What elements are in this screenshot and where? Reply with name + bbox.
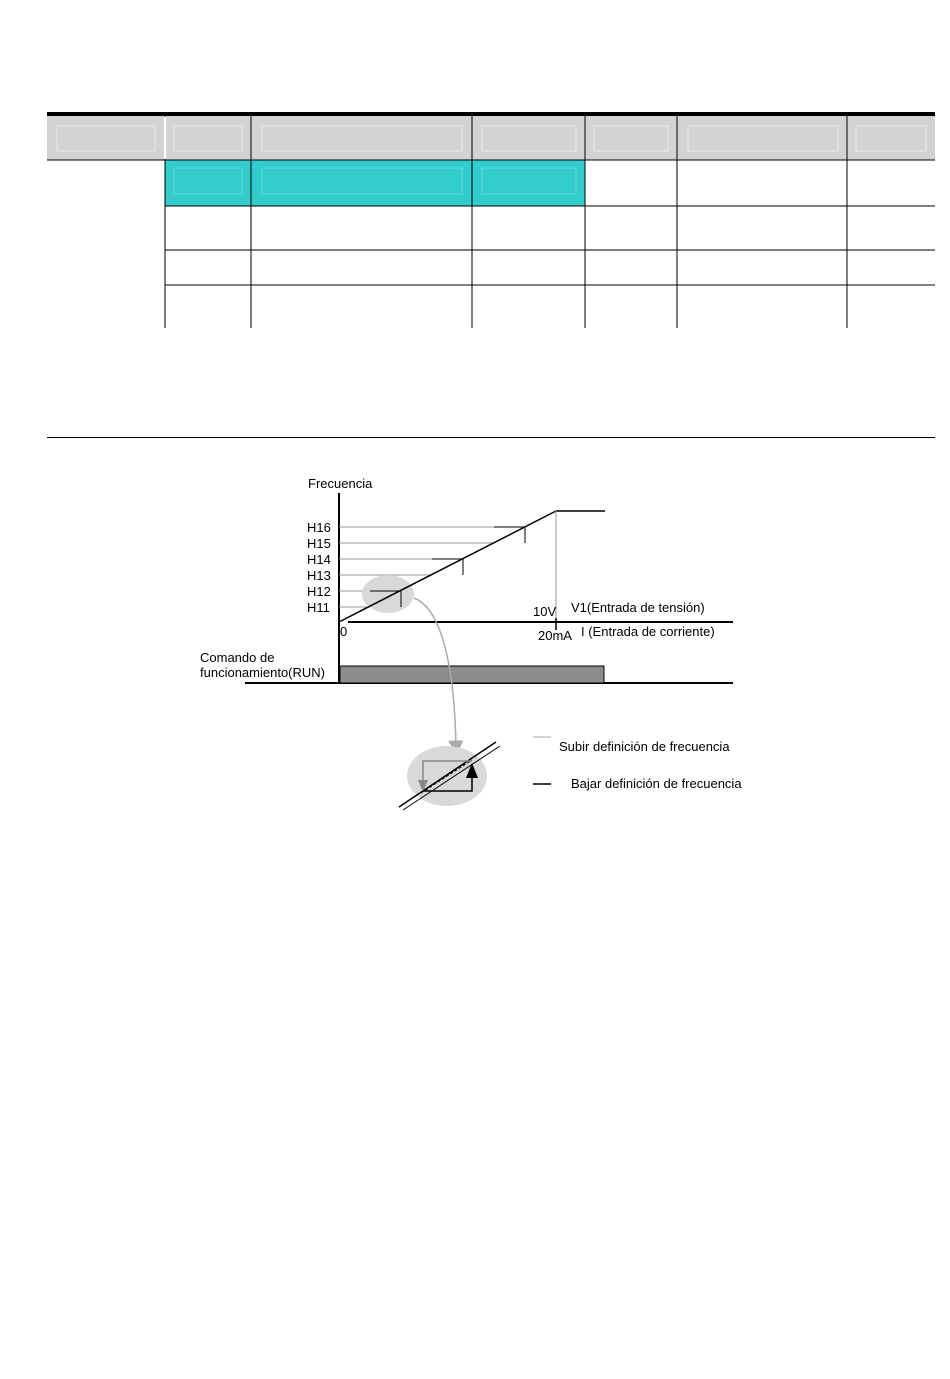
step-label-h12: H12 — [307, 584, 331, 599]
run-command-label-line2: funcionamiento(RUN) — [200, 665, 325, 680]
magnifier-lens-small — [362, 575, 414, 613]
step-label-h11: H11 — [307, 600, 330, 615]
step-label-h13: H13 — [307, 568, 331, 583]
step-label-h16: H16 — [307, 520, 331, 535]
y-axis-label: Frecuencia — [308, 476, 373, 491]
run-command-label-line1: Comando de — [200, 650, 275, 665]
step-label-h15: H15 — [307, 536, 331, 551]
v-axis-label: V1(Entrada de tensión) — [571, 600, 705, 615]
i-axis-label: I (Entrada de corriente) — [581, 624, 715, 639]
frequency-ramp-dashed — [360, 527, 525, 611]
origin-label: 0 — [340, 624, 348, 639]
legend-down-label: Bajar definición de frecuencia — [571, 776, 742, 791]
v-max-label: 10V — [533, 604, 557, 619]
legend-up-label: Subir definición de frecuencia — [559, 739, 730, 754]
run-signal-bar — [340, 666, 604, 683]
step-label-h14: H14 — [307, 552, 331, 567]
i-max-label: 20mA — [538, 628, 572, 643]
